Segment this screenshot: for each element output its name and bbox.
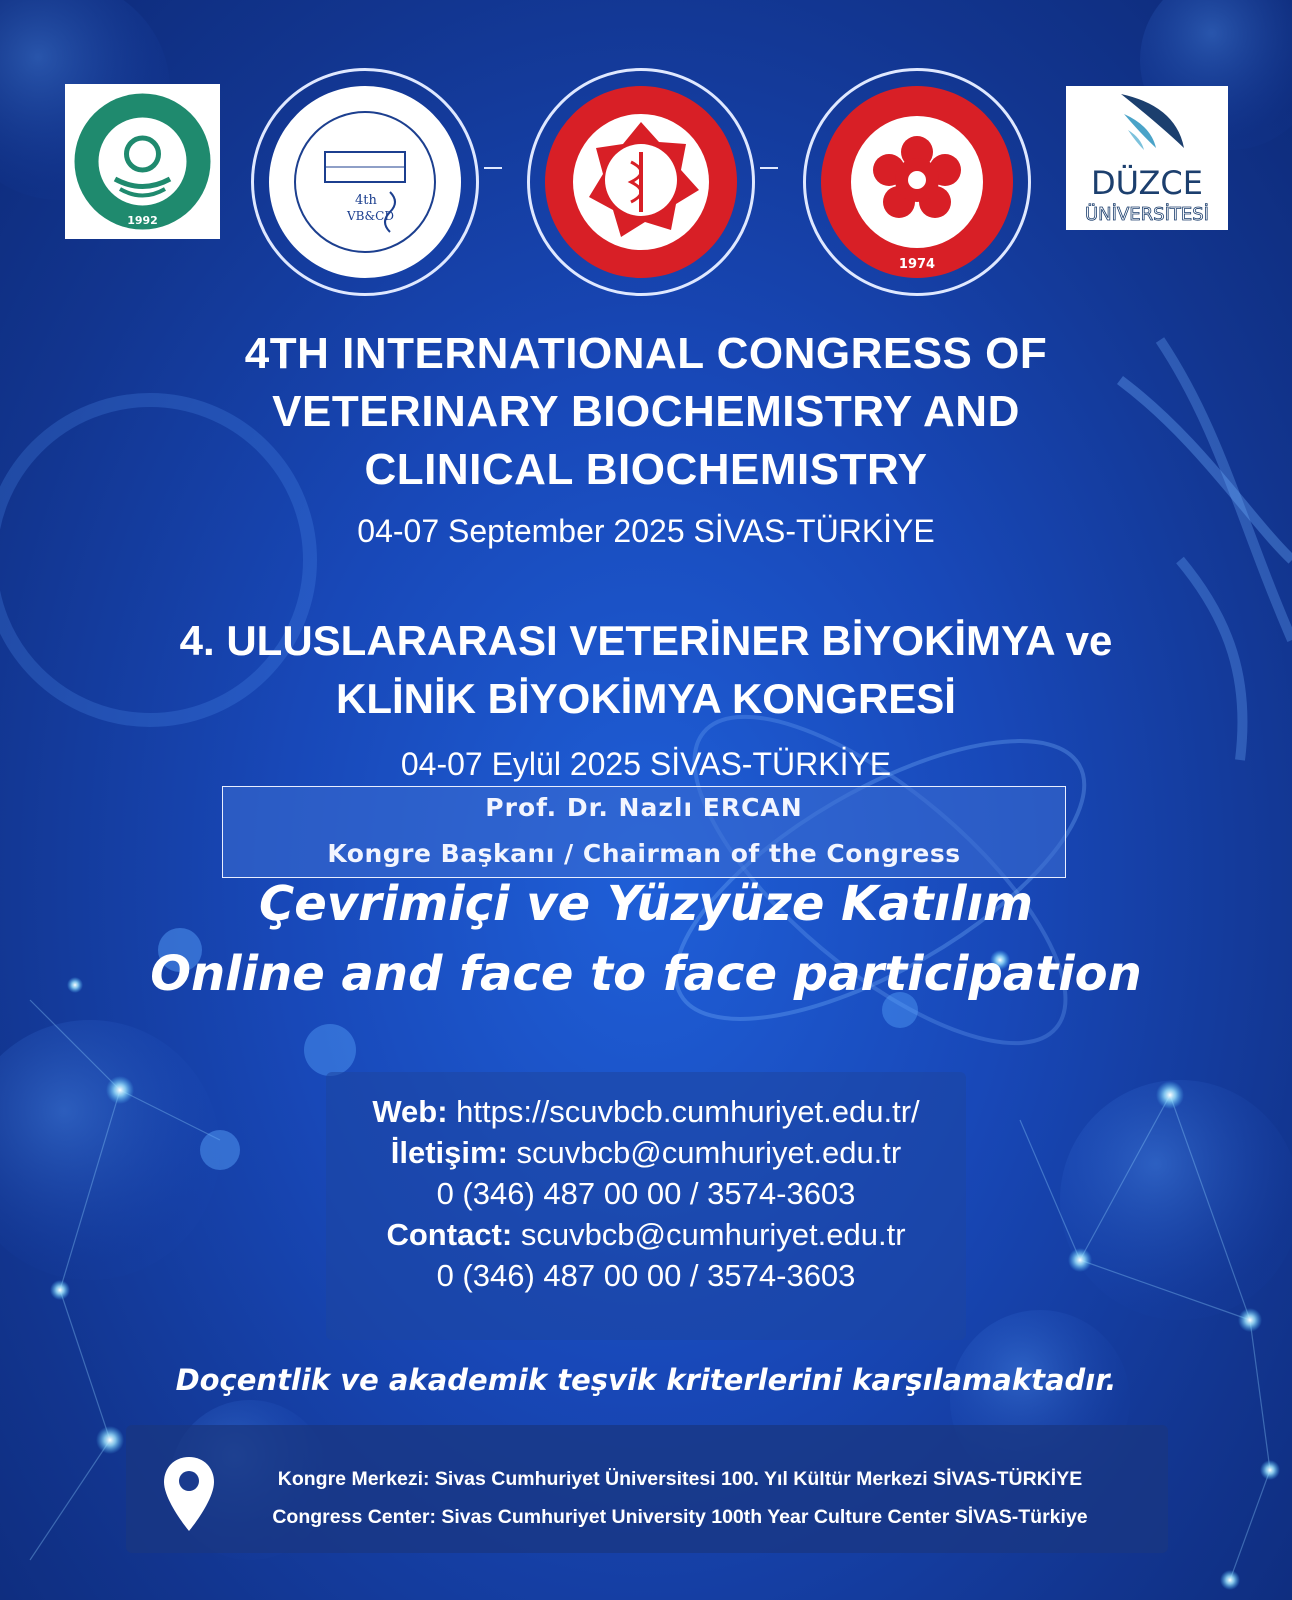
congress-title-turkish bbox=[0, 612, 1292, 728]
iletisim-line bbox=[326, 1135, 966, 1171]
iletisim-email-link[interactable]: scuvbcb@cumhuriyet.edu.tr bbox=[516, 1135, 902, 1170]
venue-english: Congress Center: Sivas Cumhuriyet University 100th Year Culture Center SİVAS-Türkiye bbox=[272, 1506, 1088, 1528]
web-line bbox=[326, 1094, 966, 1130]
congress-logo bbox=[251, 68, 479, 296]
contact-phone: 0 (346) 487 00 00 / 3574-3603 bbox=[436, 1258, 856, 1293]
title-en-line-1: 4TH INTERNATIONAL CONGRESS OF bbox=[244, 329, 1048, 378]
location-pin-icon bbox=[162, 1455, 216, 1533]
chairman-name: Prof. Dr. Nazlı ERCAN bbox=[485, 793, 803, 822]
venue-turkish: Kongre Merkezi: Sivas Cumhuriyet Üniversitesi 100. Yıl Kültür Merkezi SİVAS-TÜRKİYE bbox=[277, 1468, 1083, 1490]
contact-label: Contact: bbox=[386, 1217, 513, 1252]
chairman-role: Kongre Başkanı / Chairman of the Congress bbox=[327, 839, 961, 868]
congress-date-turkish: 04-07 Eylül 2025 SİVAS-TÜRKİYE bbox=[400, 746, 892, 782]
chairman-box bbox=[222, 786, 1066, 878]
congress-logo-edition: 4th bbox=[355, 193, 377, 208]
veterinary-faculty-logo bbox=[527, 68, 755, 296]
contact-line bbox=[326, 1217, 966, 1253]
congress-seal-icon bbox=[265, 82, 465, 282]
cumhuriyet-university-logo bbox=[803, 68, 1031, 296]
participation-turkish: Çevrimiçi ve Yüzyüze Katılım bbox=[259, 876, 1033, 932]
web-label: Web: bbox=[372, 1094, 448, 1129]
title-tr-line-1: 4. ULUSLARARASI VETERİNER BİYOKİMYA ve bbox=[179, 617, 1113, 664]
duzce-logo-line1: DÜZCE bbox=[1091, 164, 1203, 202]
contact-email-link[interactable]: scuvbcb@cumhuriyet.edu.tr bbox=[520, 1217, 906, 1252]
congress-date-english: 04-07 September 2025 SİVAS-TÜRKİYE bbox=[357, 513, 935, 549]
congress-title-english bbox=[0, 325, 1292, 499]
balikesir-university-logo bbox=[65, 84, 220, 239]
duzce-logo-line2: ÜNİVERSİTESİ bbox=[1085, 204, 1209, 225]
iletisim-phone: 0 (346) 487 00 00 / 3574-3603 bbox=[436, 1176, 856, 1211]
congress-logo-abbr: VB&CD bbox=[347, 209, 394, 223]
web-link[interactable]: https://scuvbcb.cumhuriyet.edu.tr/ bbox=[456, 1094, 920, 1129]
title-tr-line-2: KLİNİK BİYOKİMYA KONGRESİ bbox=[336, 675, 956, 722]
participation-english: Online and face to face participation bbox=[150, 946, 1142, 1002]
duzce-logo-mark-icon bbox=[1066, 86, 1228, 230]
balikesir-year: 1992 bbox=[127, 214, 158, 227]
iletisim-label: İletişim: bbox=[390, 1135, 508, 1170]
balikesir-seal-icon bbox=[65, 84, 220, 239]
duzce-university-logo bbox=[1066, 86, 1228, 230]
cumhuriyet-year: 1974 bbox=[898, 257, 936, 272]
cumhuriyet-seal-icon bbox=[817, 82, 1017, 282]
title-en-line-2: VETERINARY BIOCHEMISTRY AND bbox=[272, 387, 1020, 436]
logo-separator bbox=[760, 167, 778, 169]
logo-separator bbox=[484, 167, 502, 169]
veterinary-faculty-seal-icon bbox=[541, 82, 741, 282]
academic-criteria-note: Doçentlik ve akademik teşvik kriterlerini karşılamaktadır. bbox=[175, 1363, 1117, 1397]
title-en-line-3: CLINICAL BIOCHEMISTRY bbox=[364, 445, 928, 494]
